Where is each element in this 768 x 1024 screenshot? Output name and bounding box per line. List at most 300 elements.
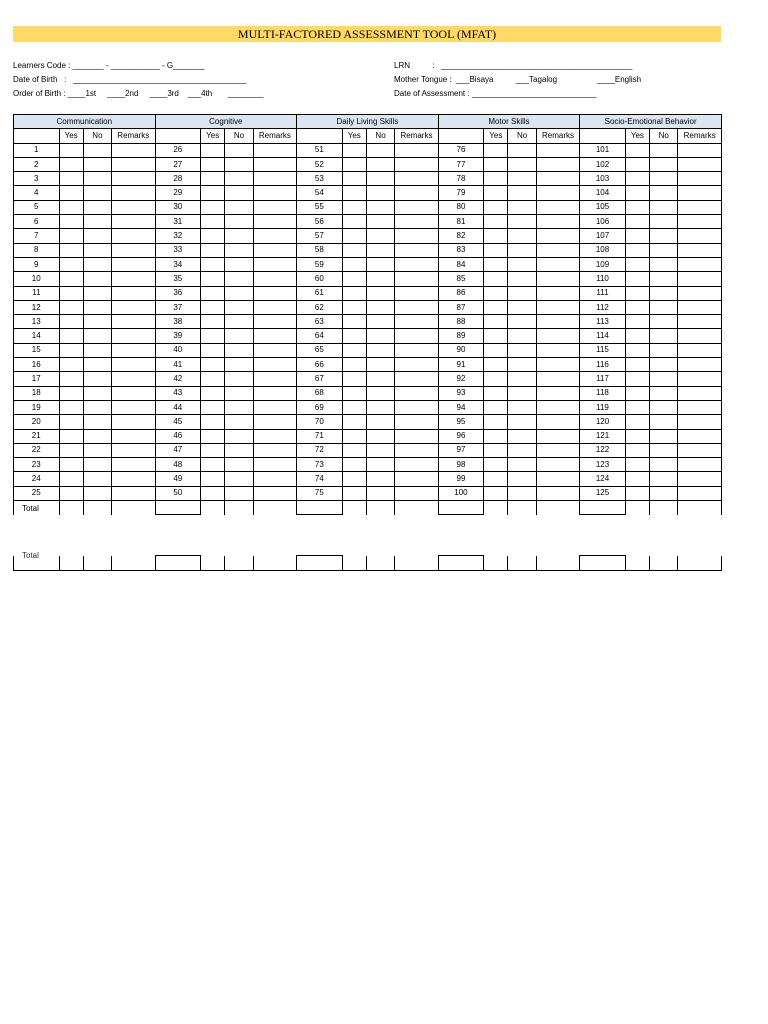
no-cell[interactable] — [650, 229, 678, 243]
remarks-cell[interactable] — [678, 415, 722, 429]
yes-cell[interactable] — [484, 329, 508, 343]
no-cell[interactable] — [225, 458, 253, 472]
no-cell[interactable] — [83, 257, 111, 271]
no-cell[interactable] — [366, 257, 394, 271]
remarks-cell[interactable] — [395, 229, 439, 243]
remarks-cell[interactable] — [678, 458, 722, 472]
no-cell[interactable] — [508, 172, 536, 186]
yes-cell[interactable] — [59, 286, 83, 300]
remarks-cell[interactable] — [253, 186, 297, 200]
order-of-birth-field[interactable]: Order of Birth : ____1st ____2nd ____3rd ___4th ________ — [13, 89, 264, 98]
remarks-cell[interactable] — [253, 300, 297, 314]
remarks-cell[interactable] — [112, 143, 155, 157]
total-cell[interactable] — [536, 501, 580, 515]
no-cell[interactable] — [508, 300, 536, 314]
remarks-cell[interactable] — [395, 429, 439, 443]
total-cell[interactable] — [395, 501, 439, 515]
no-cell[interactable] — [83, 443, 111, 457]
remarks-cell[interactable] — [536, 300, 580, 314]
remarks-cell[interactable] — [395, 186, 439, 200]
remarks-cell[interactable] — [536, 315, 580, 329]
yes-cell[interactable] — [625, 358, 649, 372]
yes-cell[interactable] — [484, 472, 508, 486]
yes-cell[interactable] — [625, 315, 649, 329]
no-cell[interactable] — [508, 415, 536, 429]
yes-cell[interactable] — [625, 386, 649, 400]
no-cell[interactable] — [508, 257, 536, 271]
no-cell[interactable] — [225, 329, 253, 343]
no-cell[interactable] — [83, 329, 111, 343]
yes-cell[interactable] — [342, 415, 366, 429]
no-cell[interactable] — [508, 272, 536, 286]
no-cell[interactable] — [83, 386, 111, 400]
remarks-cell[interactable] — [678, 329, 722, 343]
remarks-cell[interactable] — [678, 229, 722, 243]
total-box-daily-living[interactable] — [297, 556, 343, 571]
yes-cell[interactable] — [59, 458, 83, 472]
no-cell[interactable] — [225, 372, 253, 386]
remarks-cell[interactable] — [253, 215, 297, 229]
yes-cell[interactable] — [59, 143, 83, 157]
no-cell[interactable] — [508, 157, 536, 171]
no-cell[interactable] — [650, 386, 678, 400]
yes-cell[interactable] — [625, 186, 649, 200]
yes-cell[interactable] — [59, 386, 83, 400]
remarks-cell[interactable] — [395, 472, 439, 486]
yes-cell[interactable] — [59, 486, 83, 500]
no-cell[interactable] — [508, 443, 536, 457]
no-cell[interactable] — [225, 443, 253, 457]
yes-cell[interactable] — [201, 157, 225, 171]
yes-cell[interactable] — [201, 315, 225, 329]
yes-cell[interactable] — [201, 300, 225, 314]
remarks-cell[interactable] — [678, 400, 722, 414]
remarks-cell[interactable] — [112, 286, 155, 300]
no-cell[interactable] — [366, 343, 394, 357]
no-cell[interactable] — [83, 372, 111, 386]
remarks-cell[interactable] — [253, 257, 297, 271]
no-cell[interactable] — [366, 443, 394, 457]
remarks-cell[interactable] — [112, 243, 155, 257]
remarks-cell[interactable] — [536, 486, 580, 500]
no-cell[interactable] — [225, 186, 253, 200]
yes-cell[interactable] — [625, 272, 649, 286]
yes-cell[interactable] — [342, 143, 366, 157]
total-cell[interactable] — [112, 501, 155, 515]
yes-cell[interactable] — [484, 286, 508, 300]
yes-cell[interactable] — [484, 243, 508, 257]
no-cell[interactable] — [508, 286, 536, 300]
no-cell[interactable] — [508, 472, 536, 486]
remarks-cell[interactable] — [253, 272, 297, 286]
no-cell[interactable] — [366, 386, 394, 400]
remarks-cell[interactable] — [536, 358, 580, 372]
no-cell[interactable] — [225, 400, 253, 414]
yes-cell[interactable] — [201, 172, 225, 186]
no-cell[interactable] — [508, 358, 536, 372]
total-box[interactable] — [580, 501, 626, 515]
yes-cell[interactable] — [484, 186, 508, 200]
yes-cell[interactable] — [59, 329, 83, 343]
yes-cell[interactable] — [201, 329, 225, 343]
no-cell[interactable] — [83, 458, 111, 472]
no-cell[interactable] — [366, 143, 394, 157]
remarks-cell[interactable] — [395, 300, 439, 314]
no-cell[interactable] — [650, 358, 678, 372]
total-cell[interactable] — [484, 501, 508, 515]
total-cell[interactable] — [253, 501, 297, 515]
remarks-cell[interactable] — [678, 300, 722, 314]
no-cell[interactable] — [366, 243, 394, 257]
yes-cell[interactable] — [59, 229, 83, 243]
total-cell[interactable] — [650, 501, 678, 515]
yes-cell[interactable] — [484, 143, 508, 157]
remarks-cell[interactable] — [395, 386, 439, 400]
yes-cell[interactable] — [59, 272, 83, 286]
remarks-cell[interactable] — [253, 358, 297, 372]
no-cell[interactable] — [83, 157, 111, 171]
remarks-cell[interactable] — [253, 286, 297, 300]
total-cell[interactable] — [342, 501, 366, 515]
remarks-cell[interactable] — [536, 400, 580, 414]
no-cell[interactable] — [650, 329, 678, 343]
no-cell[interactable] — [225, 215, 253, 229]
no-cell[interactable] — [83, 486, 111, 500]
yes-cell[interactable] — [59, 215, 83, 229]
no-cell[interactable] — [366, 415, 394, 429]
total-box[interactable] — [155, 501, 201, 515]
no-cell[interactable] — [83, 172, 111, 186]
yes-cell[interactable] — [59, 343, 83, 357]
remarks-cell[interactable] — [395, 343, 439, 357]
remarks-cell[interactable] — [395, 443, 439, 457]
total-cell[interactable] — [83, 501, 111, 515]
no-cell[interactable] — [366, 229, 394, 243]
remarks-cell[interactable] — [678, 358, 722, 372]
yes-cell[interactable] — [484, 229, 508, 243]
no-cell[interactable] — [650, 400, 678, 414]
remarks-cell[interactable] — [253, 400, 297, 414]
yes-cell[interactable] — [201, 472, 225, 486]
no-cell[interactable] — [83, 315, 111, 329]
remarks-cell[interactable] — [395, 415, 439, 429]
total-cell[interactable] — [59, 501, 83, 515]
date-of-assessment-field[interactable]: Date of Assessment : ____________________________ — [394, 89, 597, 98]
no-cell[interactable] — [83, 300, 111, 314]
no-cell[interactable] — [225, 172, 253, 186]
no-cell[interactable] — [650, 472, 678, 486]
remarks-cell[interactable] — [395, 257, 439, 271]
yes-cell[interactable] — [625, 486, 649, 500]
remarks-cell[interactable] — [536, 157, 580, 171]
yes-cell[interactable] — [342, 472, 366, 486]
remarks-cell[interactable] — [112, 443, 155, 457]
no-cell[interactable] — [508, 458, 536, 472]
no-cell[interactable] — [508, 386, 536, 400]
yes-cell[interactable] — [342, 458, 366, 472]
no-cell[interactable] — [83, 429, 111, 443]
yes-cell[interactable] — [342, 372, 366, 386]
yes-cell[interactable] — [59, 186, 83, 200]
yes-cell[interactable] — [625, 229, 649, 243]
remarks-cell[interactable] — [536, 458, 580, 472]
yes-cell[interactable] — [342, 186, 366, 200]
lrn-field[interactable]: LRN : ___________________________________________ — [394, 61, 633, 70]
no-cell[interactable] — [508, 315, 536, 329]
yes-cell[interactable] — [59, 400, 83, 414]
yes-cell[interactable] — [342, 329, 366, 343]
yes-cell[interactable] — [484, 372, 508, 386]
yes-cell[interactable] — [342, 286, 366, 300]
remarks-cell[interactable] — [112, 486, 155, 500]
no-cell[interactable] — [650, 315, 678, 329]
no-cell[interactable] — [83, 215, 111, 229]
total-cell[interactable] — [678, 501, 722, 515]
no-cell[interactable] — [366, 329, 394, 343]
no-cell[interactable] — [83, 200, 111, 214]
remarks-cell[interactable] — [395, 358, 439, 372]
no-cell[interactable] — [366, 215, 394, 229]
remarks-cell[interactable] — [536, 200, 580, 214]
no-cell[interactable] — [508, 343, 536, 357]
remarks-cell[interactable] — [112, 215, 155, 229]
remarks-cell[interactable] — [395, 286, 439, 300]
remarks-cell[interactable] — [253, 386, 297, 400]
no-cell[interactable] — [225, 257, 253, 271]
yes-cell[interactable] — [625, 429, 649, 443]
yes-cell[interactable] — [484, 343, 508, 357]
yes-cell[interactable] — [625, 243, 649, 257]
yes-cell[interactable] — [625, 143, 649, 157]
remarks-cell[interactable] — [678, 343, 722, 357]
remarks-cell[interactable] — [112, 272, 155, 286]
remarks-cell[interactable] — [678, 172, 722, 186]
remarks-cell[interactable] — [536, 272, 580, 286]
yes-cell[interactable] — [59, 429, 83, 443]
remarks-cell[interactable] — [678, 315, 722, 329]
yes-cell[interactable] — [201, 143, 225, 157]
yes-cell[interactable] — [625, 472, 649, 486]
remarks-cell[interactable] — [678, 186, 722, 200]
no-cell[interactable] — [366, 458, 394, 472]
yes-cell[interactable] — [201, 200, 225, 214]
no-cell[interactable] — [650, 172, 678, 186]
no-cell[interactable] — [225, 300, 253, 314]
no-cell[interactable] — [225, 243, 253, 257]
no-cell[interactable] — [366, 358, 394, 372]
yes-cell[interactable] — [59, 358, 83, 372]
remarks-cell[interactable] — [536, 186, 580, 200]
remarks-cell[interactable] — [395, 215, 439, 229]
remarks-cell[interactable] — [253, 429, 297, 443]
no-cell[interactable] — [508, 200, 536, 214]
remarks-cell[interactable] — [678, 386, 722, 400]
no-cell[interactable] — [650, 300, 678, 314]
remarks-cell[interactable] — [536, 143, 580, 157]
yes-cell[interactable] — [59, 315, 83, 329]
no-cell[interactable] — [508, 143, 536, 157]
remarks-cell[interactable] — [536, 229, 580, 243]
yes-cell[interactable] — [59, 300, 83, 314]
remarks-cell[interactable] — [395, 329, 439, 343]
remarks-cell[interactable] — [253, 243, 297, 257]
remarks-cell[interactable] — [253, 172, 297, 186]
remarks-cell[interactable] — [536, 172, 580, 186]
yes-cell[interactable] — [484, 443, 508, 457]
yes-cell[interactable] — [484, 257, 508, 271]
no-cell[interactable] — [650, 215, 678, 229]
remarks-cell[interactable] — [678, 443, 722, 457]
no-cell[interactable] — [650, 243, 678, 257]
no-cell[interactable] — [508, 229, 536, 243]
yes-cell[interactable] — [201, 429, 225, 443]
remarks-cell[interactable] — [678, 200, 722, 214]
no-cell[interactable] — [508, 486, 536, 500]
no-cell[interactable] — [366, 186, 394, 200]
no-cell[interactable] — [366, 315, 394, 329]
no-cell[interactable] — [650, 200, 678, 214]
yes-cell[interactable] — [484, 200, 508, 214]
no-cell[interactable] — [650, 286, 678, 300]
remarks-cell[interactable] — [536, 215, 580, 229]
yes-cell[interactable] — [201, 372, 225, 386]
no-cell[interactable] — [508, 372, 536, 386]
no-cell[interactable] — [650, 257, 678, 271]
yes-cell[interactable] — [625, 257, 649, 271]
yes-cell[interactable] — [625, 286, 649, 300]
no-cell[interactable] — [650, 157, 678, 171]
no-cell[interactable] — [366, 400, 394, 414]
remarks-cell[interactable] — [253, 229, 297, 243]
no-cell[interactable] — [225, 157, 253, 171]
yes-cell[interactable] — [342, 300, 366, 314]
no-cell[interactable] — [83, 358, 111, 372]
total-cell[interactable] — [225, 501, 253, 515]
yes-cell[interactable] — [201, 358, 225, 372]
no-cell[interactable] — [650, 372, 678, 386]
no-cell[interactable] — [366, 429, 394, 443]
yes-cell[interactable] — [201, 229, 225, 243]
yes-cell[interactable] — [484, 172, 508, 186]
yes-cell[interactable] — [342, 486, 366, 500]
remarks-cell[interactable] — [536, 329, 580, 343]
yes-cell[interactable] — [59, 443, 83, 457]
remarks-cell[interactable] — [112, 343, 155, 357]
yes-cell[interactable] — [201, 243, 225, 257]
remarks-cell[interactable] — [678, 429, 722, 443]
remarks-cell[interactable] — [678, 157, 722, 171]
remarks-cell[interactable] — [395, 372, 439, 386]
yes-cell[interactable] — [59, 157, 83, 171]
remarks-cell[interactable] — [253, 443, 297, 457]
yes-cell[interactable] — [342, 257, 366, 271]
no-cell[interactable] — [366, 372, 394, 386]
remarks-cell[interactable] — [112, 200, 155, 214]
yes-cell[interactable] — [201, 286, 225, 300]
remarks-cell[interactable] — [112, 386, 155, 400]
no-cell[interactable] — [225, 286, 253, 300]
remarks-cell[interactable] — [253, 458, 297, 472]
no-cell[interactable] — [83, 472, 111, 486]
remarks-cell[interactable] — [678, 486, 722, 500]
no-cell[interactable] — [366, 157, 394, 171]
yes-cell[interactable] — [342, 200, 366, 214]
yes-cell[interactable] — [342, 215, 366, 229]
remarks-cell[interactable] — [395, 486, 439, 500]
yes-cell[interactable] — [342, 429, 366, 443]
remarks-cell[interactable] — [536, 429, 580, 443]
no-cell[interactable] — [225, 272, 253, 286]
no-cell[interactable] — [508, 400, 536, 414]
no-cell[interactable] — [650, 186, 678, 200]
remarks-cell[interactable] — [395, 172, 439, 186]
yes-cell[interactable] — [59, 257, 83, 271]
yes-cell[interactable] — [201, 272, 225, 286]
date-of-birth-field[interactable]: Date of Birth : _______________________________________ — [13, 75, 247, 84]
remarks-cell[interactable] — [253, 415, 297, 429]
remarks-cell[interactable] — [253, 472, 297, 486]
yes-cell[interactable] — [201, 343, 225, 357]
yes-cell[interactable] — [625, 172, 649, 186]
remarks-cell[interactable] — [253, 372, 297, 386]
remarks-cell[interactable] — [395, 400, 439, 414]
no-cell[interactable] — [225, 229, 253, 243]
remarks-cell[interactable] — [536, 286, 580, 300]
yes-cell[interactable] — [342, 229, 366, 243]
yes-cell[interactable] — [484, 300, 508, 314]
no-cell[interactable] — [366, 486, 394, 500]
yes-cell[interactable] — [342, 157, 366, 171]
no-cell[interactable] — [225, 415, 253, 429]
remarks-cell[interactable] — [678, 286, 722, 300]
yes-cell[interactable] — [342, 172, 366, 186]
yes-cell[interactable] — [201, 443, 225, 457]
total-box-cognitive[interactable] — [155, 556, 201, 571]
remarks-cell[interactable] — [112, 358, 155, 372]
yes-cell[interactable] — [484, 272, 508, 286]
no-cell[interactable] — [83, 229, 111, 243]
remarks-cell[interactable] — [536, 472, 580, 486]
yes-cell[interactable] — [625, 458, 649, 472]
remarks-cell[interactable] — [112, 329, 155, 343]
no-cell[interactable] — [650, 429, 678, 443]
no-cell[interactable] — [650, 415, 678, 429]
remarks-cell[interactable] — [112, 300, 155, 314]
yes-cell[interactable] — [59, 372, 83, 386]
yes-cell[interactable] — [625, 372, 649, 386]
no-cell[interactable] — [650, 458, 678, 472]
total-box[interactable] — [438, 501, 484, 515]
remarks-cell[interactable] — [536, 415, 580, 429]
no-cell[interactable] — [83, 286, 111, 300]
yes-cell[interactable] — [484, 486, 508, 500]
yes-cell[interactable] — [484, 358, 508, 372]
no-cell[interactable] — [508, 429, 536, 443]
remarks-cell[interactable] — [536, 443, 580, 457]
yes-cell[interactable] — [625, 329, 649, 343]
remarks-cell[interactable] — [112, 429, 155, 443]
yes-cell[interactable] — [625, 343, 649, 357]
yes-cell[interactable] — [201, 400, 225, 414]
remarks-cell[interactable] — [112, 458, 155, 472]
no-cell[interactable] — [225, 343, 253, 357]
yes-cell[interactable] — [484, 215, 508, 229]
remarks-cell[interactable] — [395, 272, 439, 286]
yes-cell[interactable] — [59, 472, 83, 486]
yes-cell[interactable] — [625, 300, 649, 314]
yes-cell[interactable] — [201, 186, 225, 200]
no-cell[interactable] — [83, 243, 111, 257]
